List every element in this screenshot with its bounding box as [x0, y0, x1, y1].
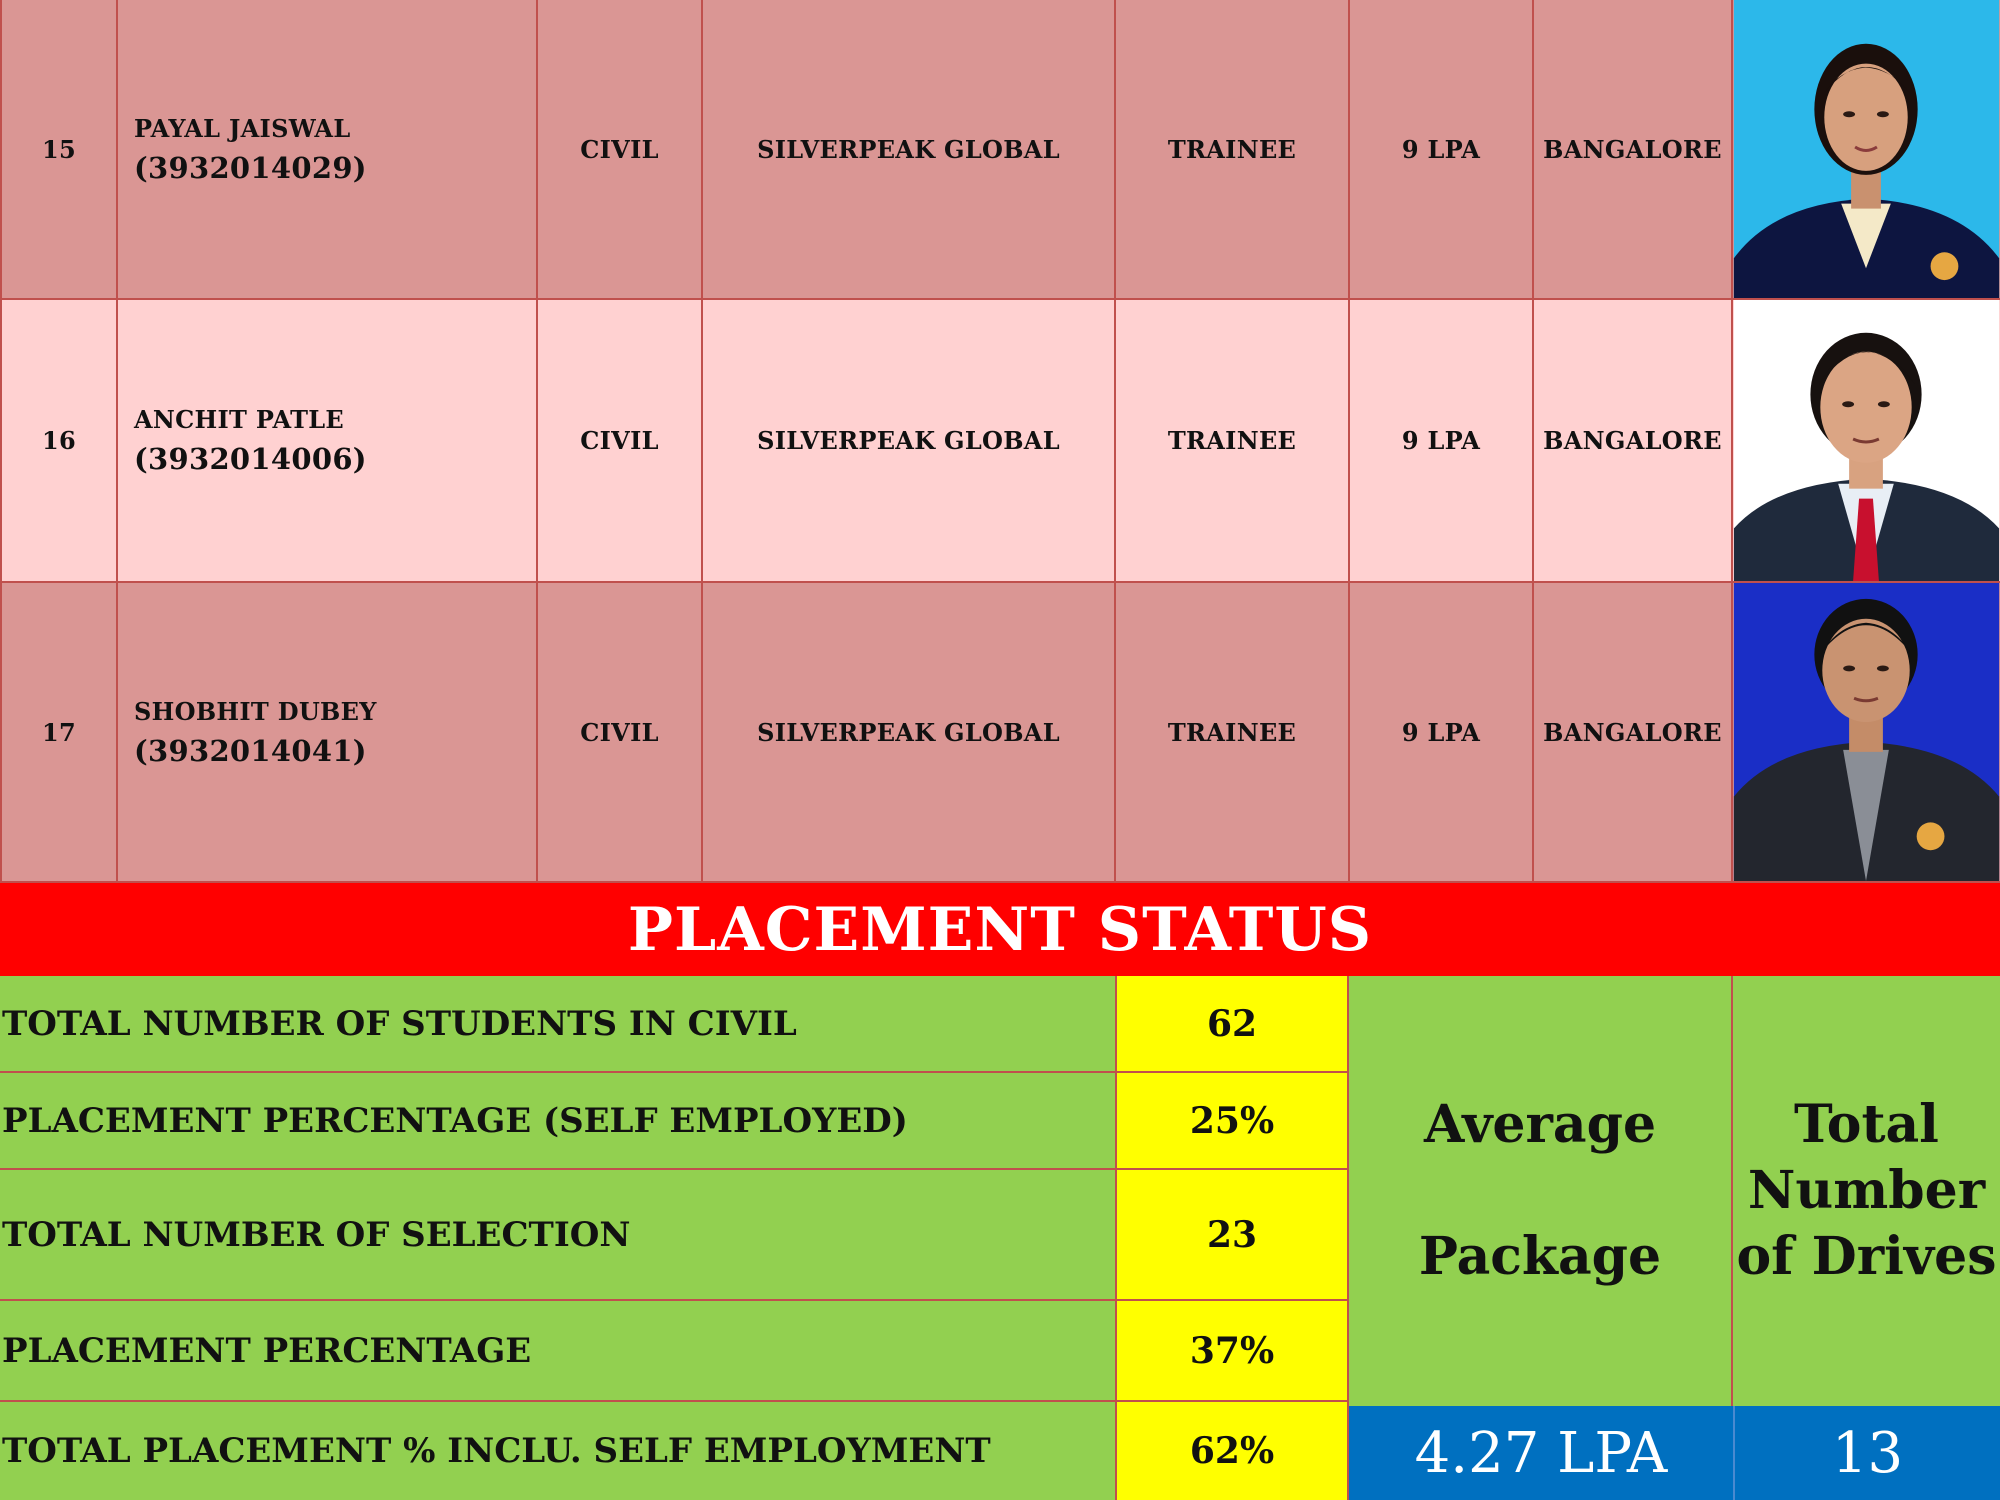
student-name-cell: [118, 583, 538, 883]
student-photo-portrait: [1733, 583, 2000, 881]
serial-number: 17: [0, 583, 118, 883]
company-cell: SILVERPEAK GLOBAL: [703, 300, 1116, 583]
average-package-label-box: [1349, 976, 1733, 1406]
stat-row: [0, 1170, 1258, 1301]
table-row: [0, 300, 2000, 583]
branch-cell: CIVIL: [538, 0, 703, 300]
stat-row: [0, 1301, 1275, 1402]
stat-label: TOTAL PLACEMENT % INCLU. SELF EMPLOYMENT: [0, 1402, 1117, 1500]
role-cell: TRAINEE: [1116, 583, 1350, 883]
package-cell: 9 LPA: [1350, 300, 1534, 583]
serial-number: 16: [0, 300, 118, 583]
stat-label: TOTAL NUMBER OF SELECTION: [0, 1170, 1117, 1301]
location-cell: BANGALORE: [1534, 583, 1733, 883]
stat-row: [0, 1073, 1275, 1170]
branch-cell: CIVIL: [538, 583, 703, 883]
student-photo: [1733, 300, 2000, 583]
student-photo: [1733, 0, 2000, 300]
table-row: [0, 0, 2000, 300]
student-roll-number: (3932014029): [134, 150, 367, 185]
average-package-value: 4.27 LPA: [1349, 1406, 1733, 1500]
stat-value: 62%: [1117, 1402, 1349, 1500]
stat-value: 62: [1117, 976, 1349, 1073]
stat-row: [0, 1402, 1275, 1500]
placement-status-title: PLACEMENT STATUS: [0, 883, 2000, 976]
role-cell: TRAINEE: [1116, 300, 1350, 583]
average-package-label-line2: Package: [1418, 1226, 1662, 1287]
student-name-cell: [118, 300, 538, 583]
company-cell: SILVERPEAK GLOBAL: [703, 583, 1116, 883]
stat-value: 25%: [1117, 1073, 1349, 1170]
student-name-cell: [118, 0, 538, 300]
average-package-label-line1: Average: [1423, 1094, 1657, 1155]
role-cell: TRAINEE: [1116, 0, 1350, 300]
package-cell: 9 LPA: [1350, 583, 1534, 883]
stat-label: PLACEMENT PERCENTAGE (SELF EMPLOYED): [0, 1073, 1117, 1170]
student-name: PAYAL JAISWAL: [134, 113, 351, 143]
branch-cell: CIVIL: [538, 300, 703, 583]
student-name: SHOBHIT DUBEY: [134, 696, 377, 726]
serial-number: 15: [0, 0, 118, 300]
student-photo-portrait: [1733, 0, 2000, 298]
total-drives-label-line1: Total: [1794, 1094, 1939, 1155]
student-photo-portrait: [1733, 300, 2000, 581]
student-photo: [1733, 583, 2000, 883]
total-drives-label-line2: Number: [1747, 1160, 1986, 1221]
total-drives-label-box: [1733, 976, 2000, 1406]
package-cell: 9 LPA: [1350, 0, 1534, 300]
student-roll-number: (3932014041): [134, 733, 367, 768]
student-roll-number: (3932014006): [134, 442, 367, 476]
student-name: ANCHIT PATLE: [134, 405, 345, 434]
stat-row: [0, 976, 1258, 1073]
stat-label: TOTAL NUMBER OF STUDENTS IN CIVIL: [0, 976, 1117, 1073]
location-cell: BANGALORE: [1534, 300, 1733, 583]
total-drives-value: 13: [1733, 1406, 2000, 1500]
stat-value: 37%: [1117, 1301, 1349, 1402]
company-cell: SILVERPEAK GLOBAL: [703, 0, 1116, 300]
table-row: [0, 583, 2000, 883]
stat-label: PLACEMENT PERCENTAGE: [0, 1301, 1117, 1402]
stat-value: 23: [1117, 1170, 1349, 1301]
location-cell: BANGALORE: [1534, 0, 1733, 300]
total-drives-label-line3: of Drives: [1736, 1226, 1997, 1287]
